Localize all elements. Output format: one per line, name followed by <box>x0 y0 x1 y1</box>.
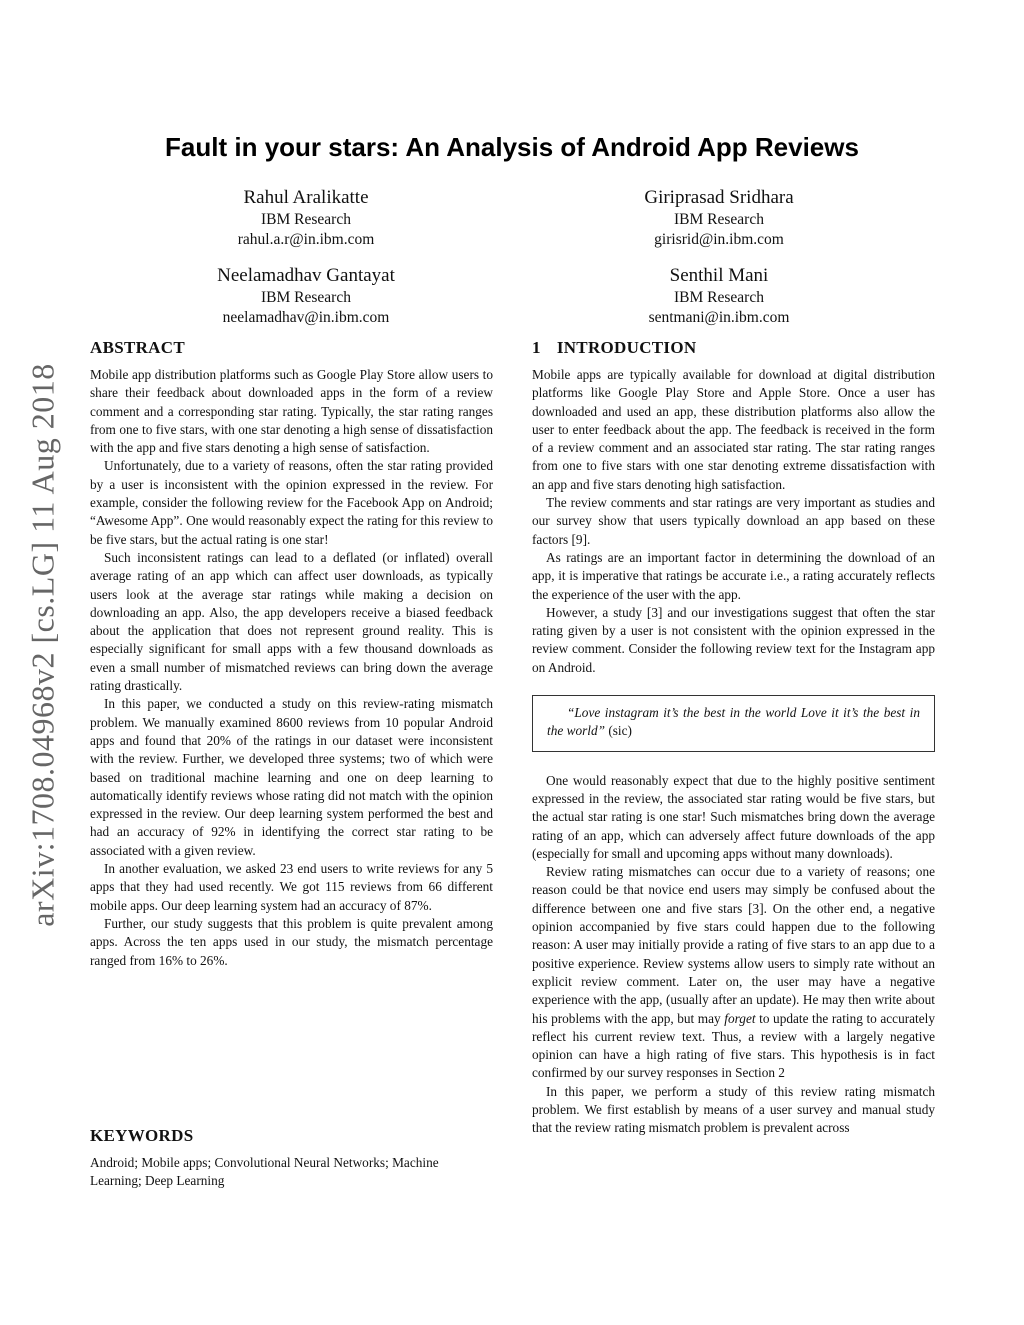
author-email: neelamadhav@in.ibm.com <box>222 309 390 326</box>
intro-paragraph: Mobile apps are typically available for download at digital distribution platforms like Google Play Store and Apple Store. Once a user has downloaded and used an app, these distribution platforms also allow the user to enter feedback about the app. The feedback is received in the form of a review comment and an associated star rating. The star rating ranges from one to five stars with one star denoting extreme dissatisfaction with an app and five stars denoting high satisfaction. <box>532 367 935 492</box>
author-affiliation: IBM Research <box>674 289 764 306</box>
review-quote <box>547 704 920 741</box>
abstract-paragraph: Further, our study suggests that this problem is quite prevalent among apps. Across the ten apps used in our study, the mismatch percentage ranged from 16% to 26%. <box>90 915 493 968</box>
intro-paragraph: One would reasonably expect that due to the highly positive sentiment expressed in the review, the associated star rating would be five stars, but the actual star rating is one star! Such mismatches bring down the average rating of an app, which can adversely affect future downloads of the app (especially for small and upcoming apps without many downloads). <box>532 772 935 861</box>
author-email: rahul.a.r@in.ibm.com <box>237 231 375 248</box>
author-block-3 <box>156 264 456 328</box>
author-email: sentmani@in.ibm.com <box>648 309 790 326</box>
review-quote-box <box>532 695 935 752</box>
abstract-paragraph: Mobile app distribution platforms such as Google Play Store allow users to share their feedback about downloaded apps in the form of a review comment and a corresponding star rating. Typically, the star rating ranges from one to five stars, with one star denoting a high sense of dissatisfaction with the app and five stars denoting a high sense of satisfaction. <box>90 367 493 456</box>
intro-paragraph <box>532 863 935 1083</box>
arxiv-sidebar <box>18 345 68 945</box>
abstract-paragraph: Unfortunately, due to a variety of reasons, often the star rating provided by a user is inconsistent with the opinion expressed in the review. For example, consider the following review for the Facebook App on Android; “Awesome App”. One would reasonably expect the rating for this review to be five stars, but the actual rating is one star! <box>90 458 493 547</box>
author-name: Neelamadhav Gantayat <box>217 265 395 286</box>
introduction-section <box>532 338 935 1138</box>
keywords-heading: KEYWORDS <box>90 1126 194 1145</box>
section-number: 1 <box>532 338 541 357</box>
introduction-heading <box>532 338 935 358</box>
author-block-2 <box>569 186 869 250</box>
section-title: INTRODUCTION <box>556 338 697 357</box>
abstract-section <box>90 338 493 970</box>
author-name: Senthil Mani <box>669 265 769 286</box>
keywords-section <box>90 1126 493 1191</box>
review-quote-suffix: (sic) <box>605 723 632 739</box>
author-affiliation: IBM Research <box>261 211 351 228</box>
intro-text-span: to update the rating to accurately reflect his current review text. Thus, a review with a largely negative opinion can have a high rating of five stars. This hypothesis is in fact confirmed by our survey responses in Section 2 <box>532 1010 935 1081</box>
intro-paragraph: As ratings are an important factor in determining the download of an app, it is imperative that ratings be accurate i.e., a rating accurately reflects the experience of the user with the app. <box>532 549 935 602</box>
abstract-paragraph: Such inconsistent ratings can lead to a deflated (or inflated) overall average rating of an app which can affect user downloads, as typically users look at the average star ratings while making a decision on downloading an app. Also, the app developers receive a biased feedback about the application that does not represent ground reality. This is especially significant for small apps with a few thousand downloads as even a small number of mismatched reviews can bring down the average rating drastically. <box>90 549 493 694</box>
intro-paragraph: In this paper, we perform a study of this review rating mismatch problem. We first establish by means of a user survey and manual study that the review rating mismatch problem is prevalent across <box>532 1083 935 1136</box>
emphasis-text: forget <box>724 1010 756 1026</box>
author-name: Rahul Aralikatte <box>243 187 369 208</box>
author-affiliation: IBM Research <box>261 289 351 306</box>
paper-title: Fault in your stars: An Analysis of Android App Reviews <box>165 132 859 162</box>
review-quote-text: “Love instagram it’s the best in the world Love it it’s the best in the world” <box>547 705 920 739</box>
abstract-heading: ABSTRACT <box>90 338 185 357</box>
intro-paragraph: The review comments and star ratings are very important as studies and our survey show that users typically download an app based on these factors [9]. <box>532 495 935 547</box>
author-block-1 <box>156 186 456 250</box>
author-block-4 <box>569 264 869 328</box>
intro-paragraph: However, a study [3] and our investigations suggest that often the star rating given by a user is not consistent with the opinion expressed in the review comment. Consider the following review text for the Instagram app on Android. <box>532 604 935 675</box>
abstract-paragraph: In this paper, we conducted a study on this review-rating mismatch problem. We manually examined 8600 reviews from 10 popular Android apps and found that 20% of the ratings in our dataset were inconsistent with the review. Further, we developed three systems; two of which were based on traditional machine learning and one on deep learning to automatically identify reviews whose rating did not match with the opinion expressed in the review. Our deep learning system performed the best and had an accuracy of 92% in identifying the correct star rating to be associated with a given review. <box>90 696 493 858</box>
abstract-paragraph: In another evaluation, we asked 23 end users to write reviews for any 5 apps that they had used recently. We got 115 reviews from 66 different mobile apps. Our deep learning system had an accuracy of 87%. <box>90 861 493 913</box>
intro-text-span: Review rating mismatches can occur due to a variety of reasons; one reason could be that novice end users may simply be confused about the difference between one and five stars [3]. On the other end, a negative opinion accompanied by five stars could happen due to the following reason: A user may initially provide a rating of five stars to an app due to a positive experience. Review systems allow users to simply rate without an explicit review comment. Later on, the user may have a negative experience with the app, (usually after an update). He may then write about his problems with the app, but may <box>532 864 935 1026</box>
arxiv-identifier: arXiv:1708.04968v2 [cs.LG] 11 Aug 2018 <box>24 363 61 927</box>
author-name: Giriprasad Sridhara <box>644 187 794 208</box>
keywords-text: Android; Mobile apps; Convolutional Neural Networks; Machine Learning; Deep Learning <box>90 1155 439 1189</box>
author-affiliation: IBM Research <box>674 211 764 228</box>
author-email: girisrid@in.ibm.com <box>654 231 784 248</box>
